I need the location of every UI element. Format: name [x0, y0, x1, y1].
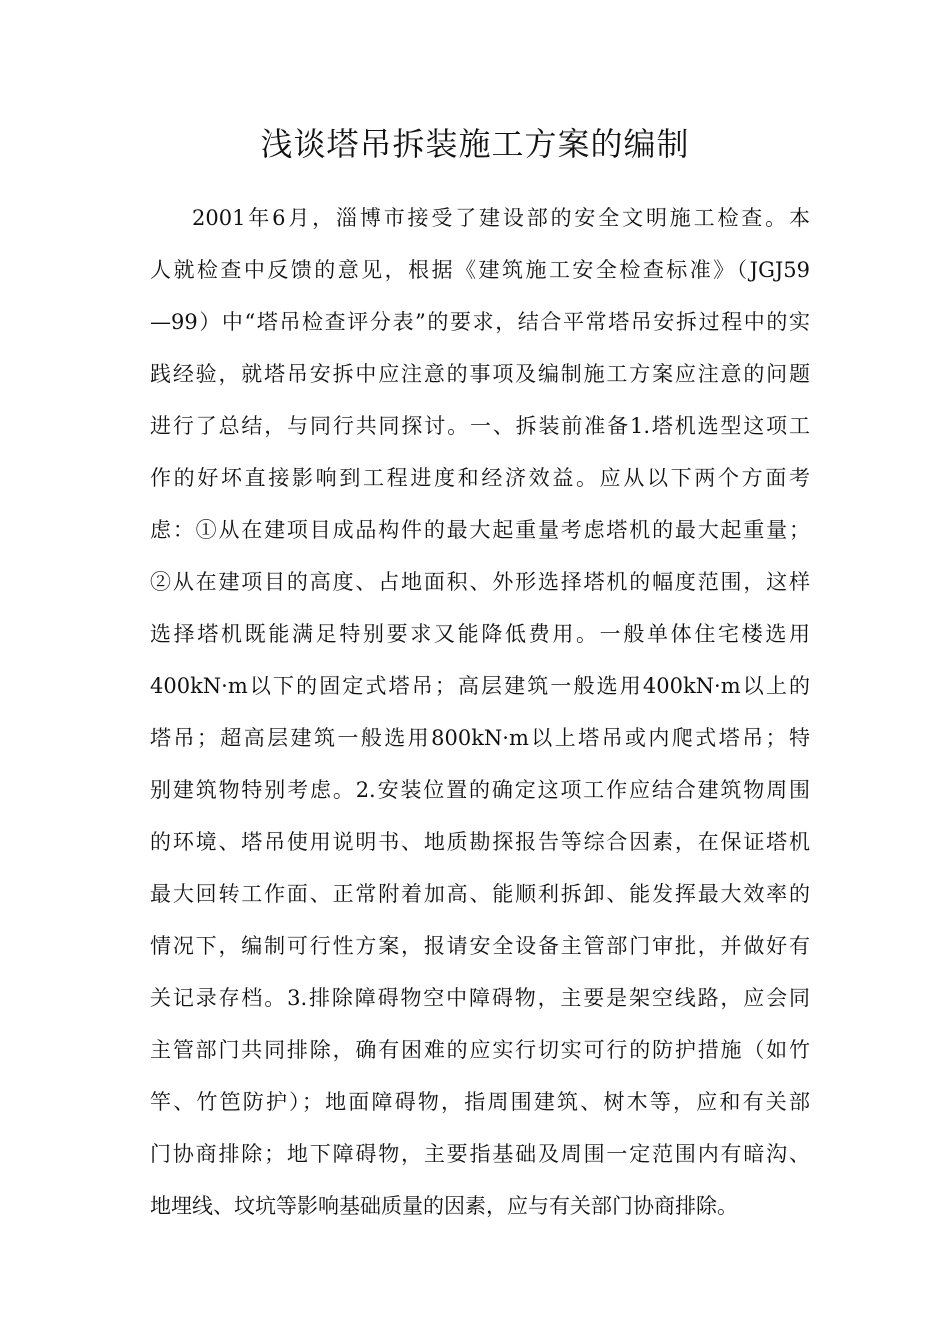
body-line: 人就检查中反馈的意见，根据《建筑施工安全检查标准》（JGJ59: [150, 258, 810, 282]
body-line: 竿、竹笆防护）；地面障碍物，指周围建筑、树木等，应和有关部: [150, 1090, 810, 1114]
body-line: 践经验，就塔吊安拆中应注意的事项及编制施工方案应注意的问题: [150, 362, 810, 386]
body-line: 选择塔机既能满足特别要求又能降低费用。一般单体住宅楼选用: [150, 622, 810, 646]
body-line: 虑：①从在建项目成品构件的最大起重量考虑塔机的最大起重量；: [150, 518, 810, 542]
body-line: 的环境、塔吊使用说明书、地质勘探报告等综合因素，在保证塔机: [150, 830, 810, 854]
body-line: 地埋线、坟坑等影响基础质量的因素，应与有关部门协商排除。: [150, 1194, 738, 1218]
body-line: 门协商排除；地下障碍物，主要指基础及周围一定范围内有暗沟、: [150, 1142, 810, 1166]
body-line: 情况下，编制可行性方案，报请安全设备主管部门审批，并做好有: [150, 934, 810, 958]
body-line: 进行了总结，与同行共同探讨。一、拆装前准备1.塔机选型这项工: [150, 414, 810, 438]
body-line: 塔吊；超高层建筑一般选用800kN·m以上塔吊或内爬式塔吊；特: [150, 726, 810, 750]
body-line: —99）中“塔吊检查评分表”的要求，结合平常塔吊安拆过程中的实: [150, 310, 810, 334]
body-line: 最大回转工作面、正常附着加高、能顺利拆卸、能发挥最大效率的: [150, 882, 810, 906]
body-line: 关记录存档。3.排除障碍物空中障碍物，主要是架空线路，应会同: [150, 986, 810, 1010]
body-line: 400kN·m以下的固定式塔吊；高层建筑一般选用400kN·m以上的: [150, 674, 810, 698]
body-line: 2001年6月，淄博市接受了建设部的安全文明施工检查。本: [192, 206, 810, 230]
document-body: [150, 192, 810, 1232]
body-line: 别建筑物特别考虑。2.安装位置的确定这项工作应结合建筑物周围: [150, 778, 810, 802]
document-title: 浅谈塔吊拆装施工方案的编制: [260, 125, 690, 163]
body-line: 主管部门共同排除，确有困难的应实行切实可行的防护措施（如竹: [150, 1038, 810, 1062]
body-line: ②从在建项目的高度、占地面积、外形选择塔机的幅度范围，这样: [150, 570, 810, 594]
body-line: 作的好坏直接影响到工程进度和经济效益。应从以下两个方面考: [150, 466, 810, 490]
